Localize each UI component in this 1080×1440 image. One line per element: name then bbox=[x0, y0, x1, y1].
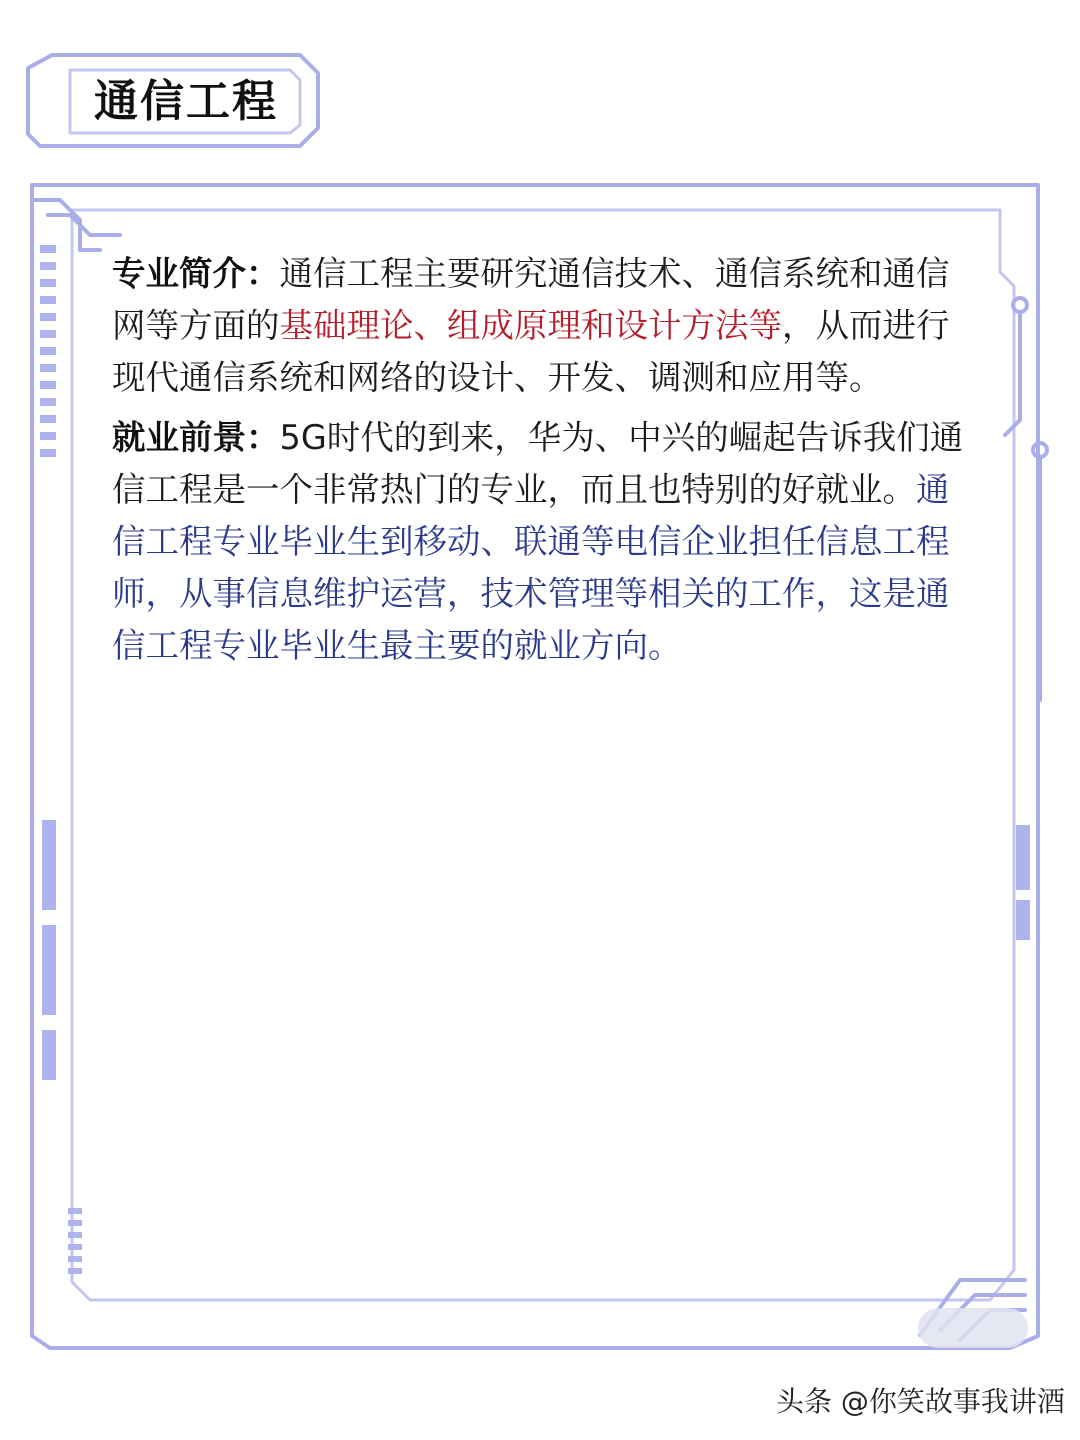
career-highlight: 通信工程专业毕业生到移动、联通等电信企业担任信息工程师，从事信息维护运营，技术管理等相关的工作，这是通信工程专业毕业生最主要的就业方向。 bbox=[112, 470, 950, 665]
career-text-1: 5G时代的到来，华为、中兴的崛起告诉我们通信工程是一个非常热门的专业，而且也特别的好就业。 bbox=[112, 418, 964, 509]
content-body bbox=[112, 248, 977, 672]
watermark-text: 头条 @你笑故事我讲酒 bbox=[776, 1385, 1065, 1418]
career-label: 就业前景： bbox=[112, 418, 280, 457]
intro-label: 专业简介： bbox=[112, 254, 280, 293]
intro-paragraph bbox=[112, 248, 977, 404]
intro-highlight: 基础理论、组成原理和设计方法等 bbox=[279, 306, 782, 345]
career-paragraph bbox=[112, 412, 977, 672]
page-title: 通信工程 bbox=[94, 76, 278, 127]
intro-text-2: ，从而进行现代通信系统和网络的设计、开发、调测和应用等。 bbox=[112, 306, 950, 397]
watermark-stamp bbox=[918, 1308, 1028, 1348]
circuit-top-left bbox=[32, 200, 100, 250]
intro-text-1: 通信工程主要研究通信技术、通信系统和通信网等方面的 bbox=[112, 254, 950, 345]
